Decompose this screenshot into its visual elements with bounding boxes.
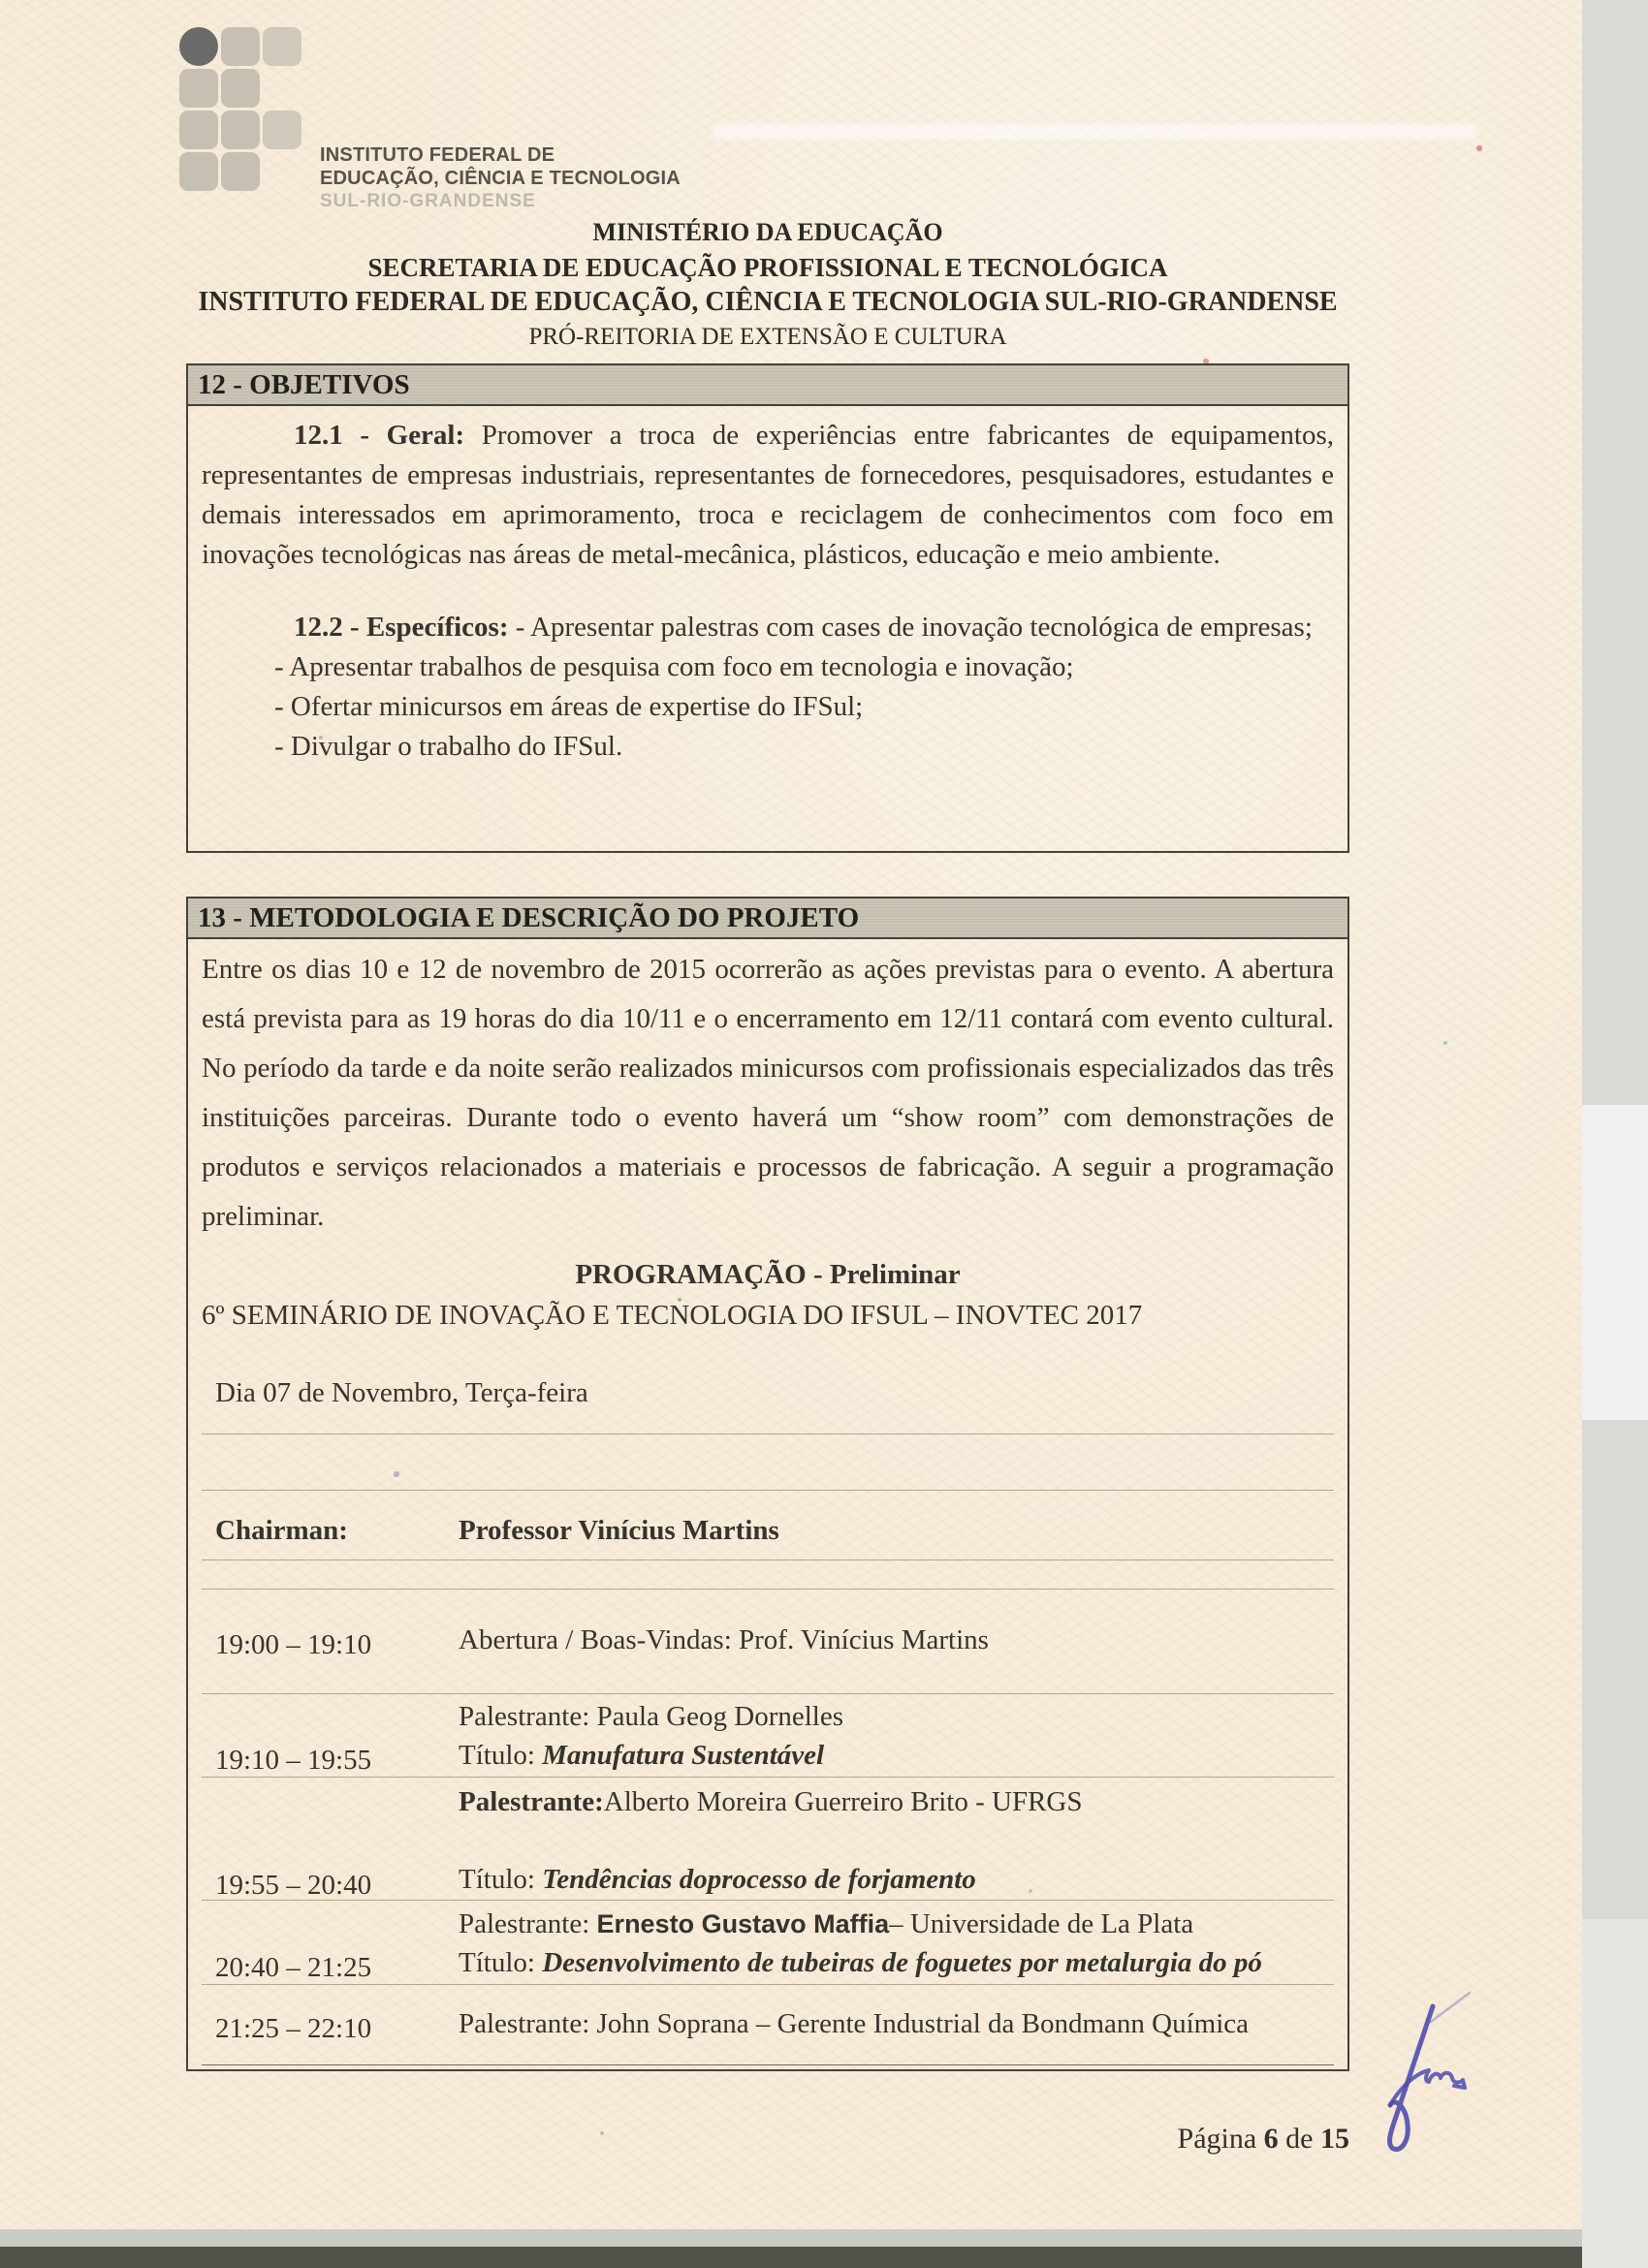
schedule-details	[459, 1985, 1334, 2064]
schedule-row	[202, 1778, 1334, 1901]
header-pro-reitoria: PRÓ-REITORIA DE EXTENSÃO E CULTURA	[528, 324, 1007, 350]
paragraph-13-intro: Entre os dias 10 e 12 de novembro de 2015 ocorrerão as ações previstas para o evento. A abertura está prevista para as 19 horas do dia 10/11 e o encerramento em 12/11 contará com evento cultural. No período da tarde e da noite serão realizados minicursos com profissionais especializados das três instituições parceiras. Durante todo o evento haverá um “show room” com demonstrações de produtos e serviços relacionados a materiais e processos de fabricação. A seguir a programação preliminar.	[202, 954, 1334, 1232]
header-instituto: INSTITUTO FEDERAL DE EDUCAÇÃO, CIÊNCIA E TECNOLOGIA SUL-RIO-GRANDENSE	[198, 287, 1338, 317]
objective-item: - Divulgar o trabalho do IFSul.	[274, 731, 623, 762]
schedule-spacer-row	[202, 1434, 1334, 1491]
paragraph-gap	[202, 575, 1334, 608]
schedule-time: 21:25 – 22:10	[215, 2013, 372, 2044]
section-13-metodologia	[186, 897, 1349, 2071]
section-13-title-bar: 13 - METODOLOGIA E DESCRIÇÃO DO PROJETO	[188, 898, 1347, 939]
header-ministry: MINISTÉRIO DA EDUCAÇÃO	[592, 218, 943, 246]
scanner-bed-bottom	[0, 2247, 1648, 2268]
scan-light-streak	[713, 124, 1478, 140]
schedule-time: 20:40 – 21:25	[215, 1952, 372, 1983]
schedule-time: 19:10 – 19:55	[215, 1745, 372, 1776]
label-12-1: 12.1 - Geral:	[294, 420, 465, 451]
logo-dot	[179, 27, 218, 66]
schedule-time: 19:55 – 20:40	[215, 1870, 372, 1901]
schedule-row	[202, 1985, 1334, 2065]
ifsul-logo-mark-icon	[179, 27, 301, 191]
schedule-line: Abertura / Boas-Vindas: Prof. Vinícius Martins	[459, 1624, 989, 1655]
schedule-line: Palestrante: Paula Geog Dornelles	[459, 1701, 844, 1732]
paragraph-12-2	[202, 608, 1334, 647]
objective-item: - Ofertar minicursos em áreas de expertise do IFSul;	[274, 691, 864, 722]
document-header	[186, 215, 1349, 355]
page-number	[186, 2123, 1349, 2156]
schedule-row	[202, 1590, 1334, 1694]
objectives-list	[202, 647, 1334, 767]
seminar-title: 6º SEMINÁRIO DE INOVAÇÃO E TECNOLOGIA DO IFSUL – INOVTEC 2017	[202, 1300, 1143, 1331]
section-13-body	[188, 939, 1347, 2065]
text-12-2: - Apresentar palestras com cases de inovação tecnológica de empresas;	[508, 612, 1313, 643]
section-12-objetivos	[186, 363, 1349, 853]
schedule-table	[202, 1352, 1334, 2065]
schedule-line: Título: Tendências doprocesso de forjamento	[459, 1864, 976, 1895]
paragraph-12-1	[202, 416, 1334, 575]
schedule-line: Palestrante:Alberto Moreira Guerreiro Brito - UFRGS	[459, 1786, 1083, 1817]
schedule-line	[459, 1821, 1334, 1860]
objective-item: - Apresentar trabalhos de pesquisa com foco em tecnologia e inovação;	[274, 651, 1074, 682]
schedule-line: Palestrante: Ernesto Gustavo Maffia– Universidade de La Plata	[459, 1908, 1194, 1939]
logo-line-1: INSTITUTO FEDERAL DE	[320, 144, 555, 166]
header-secretaria: SECRETARIA DE EDUCAÇÃO PROFISSIONAL E TECNOLÓGICA	[367, 253, 1168, 282]
page-total: 15	[1320, 2123, 1349, 2155]
scanner-paper-edge	[0, 2229, 1648, 2247]
schedule-rows	[202, 1590, 1334, 2065]
schedule-day-label: Dia 07 de Novembro, Terça-feira	[215, 1376, 588, 1408]
schedule-line: Título: Manufatura Sustentável	[459, 1740, 825, 1771]
schedule-details	[459, 1590, 1334, 1693]
schedule-details	[459, 1901, 1334, 1984]
label-12-2: 12.2 - Específicos:	[294, 612, 509, 643]
schedule-line: Palestrante: John Soprana – Gerente Industrial da Bondmann Química	[459, 2008, 1250, 2039]
schedule-details	[459, 1694, 1334, 1777]
scanner-bed-highlight	[1582, 1105, 1648, 1420]
page-label: Página	[1177, 2123, 1257, 2155]
section-12-body	[188, 406, 1347, 767]
scanner-bed-shade	[1582, 1919, 1648, 2268]
section-12-title-bar: 12 - OBJETIVOS	[188, 365, 1347, 406]
ifsul-logo-text	[320, 143, 681, 213]
page-current: 6	[1263, 2123, 1279, 2155]
schedule-line: Título: Desenvolvimento de tubeiras de foguetes por metalurgia do pó	[459, 1947, 1262, 1978]
ifsul-logo	[179, 27, 800, 211]
paper-speckles	[0, 0, 2, 2]
chairman-label: Chairman:	[215, 1515, 348, 1546]
text-12-1: Promover a troca de experiências entre fabricantes de equipamentos, representantes de empresas industriais, representantes de fornecedores, pesquisadores, estudantes e demais interessados em aprimoramento, troca e reciclagem de conhecimentos com foco em inovações tecnológicas nas áreas de metal-mecânica, plásticos, educação e meio ambiente.	[202, 420, 1335, 570]
schedule-time: 19:00 – 19:10	[215, 1629, 372, 1660]
chairman-name: Professor Vinícius Martins	[459, 1515, 779, 1546]
schedule-row	[202, 1901, 1334, 1985]
handwritten-signature	[1369, 1989, 1485, 2158]
logo-line-3: SUL-RIO-GRANDENSE	[320, 191, 536, 211]
program-title: PROGRAMAÇÃO - Preliminar	[575, 1259, 961, 1290]
schedule-chairman-row	[202, 1491, 1334, 1560]
schedule-details	[459, 1778, 1334, 1900]
schedule-day-row	[202, 1352, 1334, 1434]
logo-line-2: EDUCAÇÃO, CIÊNCIA E TECNOLOGIA	[320, 168, 681, 189]
page-of-label: de	[1285, 2123, 1314, 2155]
schedule-row	[202, 1694, 1334, 1778]
schedule-thin-spacer-row	[202, 1560, 1334, 1590]
